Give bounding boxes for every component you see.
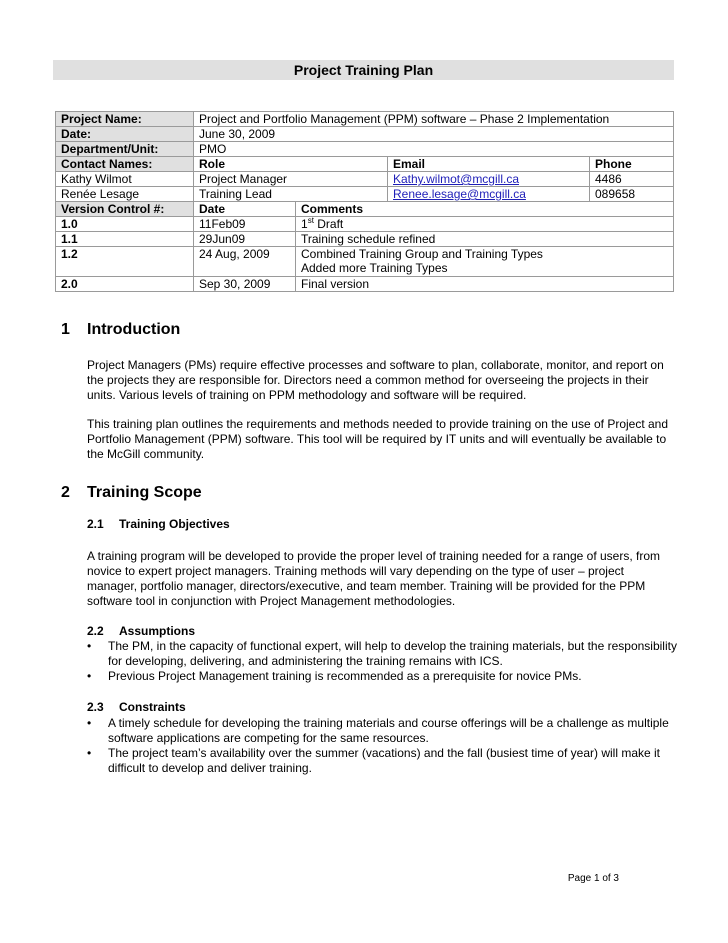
subsection-2-2-heading [87, 624, 195, 638]
version-comment-rest: Draft [313, 217, 344, 231]
table-row [56, 187, 674, 202]
contact-email-cell [388, 187, 590, 202]
bullet-icon: • [87, 639, 92, 653]
subsection-number: 2.3 [87, 700, 104, 714]
version-number: 1.1 [56, 232, 194, 247]
section-number: 2 [61, 484, 70, 501]
project-name-value: Project and Portfolio Management (PPM) software – Phase 2 Implementation [194, 112, 674, 127]
table-row [56, 202, 674, 217]
date-value: June 30, 2009 [194, 127, 674, 142]
subsection-title: Constraints [119, 700, 186, 714]
version-comment: Training schedule refined [296, 232, 674, 247]
bullet-icon: • [87, 746, 92, 760]
version-number: 2.0 [56, 277, 194, 292]
contact-name: Kathy Wilmot [56, 172, 194, 187]
list-item-text: The project team’s availability over the summer (vacations) and the fall (busiest time of year) will make it difficult to develop and deliver training. [108, 746, 660, 775]
version-comment-line: Combined Training Group and Training Types [301, 247, 543, 261]
subsection-2-1-heading [87, 517, 230, 531]
version-comment [296, 247, 674, 277]
contact-role: Training Lead [194, 187, 388, 202]
list-item-text: Previous Project Management training is recommended as a prerequisite for novice PMs. [108, 669, 582, 683]
introduction-paragraph-1: Project Managers (PMs) require effective processes and software to plan, collaborate, monitor, and report on the projects they are responsible for. Directors need a common method for overseeing the projects in their units. Various levels of training on PPM methodology and software will be required. [87, 358, 664, 402]
training-objectives-paragraph: A training program will be developed to provide the proper level of training needed for a range of users, from novice to expert project managers. Training methods will vary depending on the type of user – project manager, portfolio manager, directors/executive, and team member. Training will be provided for the PPM software tool in conjunction with Project Management methodologies. [87, 549, 660, 608]
project-name-label: Project Name: [56, 112, 194, 127]
subsection-title: Training Objectives [119, 517, 230, 531]
contact-phone: 4486 [590, 172, 674, 187]
introduction-paragraph-2: This training plan outlines the requirements and methods needed to provide training on the use of Project and Portfolio Management (PPM) software. This tool will be required by IT units and will eventually be available to the McGill community. [87, 417, 669, 461]
table-row [56, 247, 674, 277]
page-number: Page 1 of 3 [567, 873, 619, 884]
version-comment [296, 217, 674, 232]
date-label: Date: [56, 127, 194, 142]
section-title: Training Scope [87, 484, 202, 501]
table-row [56, 217, 674, 232]
version-number: 1.0 [56, 217, 194, 232]
subsection-number: 2.1 [87, 517, 104, 531]
contact-email-link[interactable]: Kathy.wilmot@mcgill.ca [393, 172, 519, 186]
table-row [56, 172, 674, 187]
subsection-number: 2.2 [87, 624, 104, 638]
assumptions-list [87, 639, 687, 684]
subsection-2-3-heading [87, 700, 186, 714]
version-number: 1.2 [56, 247, 194, 277]
table-row [56, 157, 674, 172]
contact-email-link[interactable]: Renee.lesage@mcgill.ca [393, 187, 526, 201]
role-header: Role [194, 157, 388, 172]
contact-role: Project Manager [194, 172, 388, 187]
contact-email-cell [388, 172, 590, 187]
table-row [56, 127, 674, 142]
list-item-text: The PM, in the capacity of functional expert, will help to develop the training materials, but the responsibility for developing, delivering, and administering the training remains with ICS. [108, 639, 677, 668]
list-item [87, 746, 687, 776]
version-date: 29Jun09 [194, 232, 296, 247]
contact-name: Renée Lesage [56, 187, 194, 202]
version-control-label: Version Control #: [56, 202, 194, 217]
section-number: 1 [61, 321, 70, 338]
table-row [56, 142, 674, 157]
phone-header: Phone [590, 157, 674, 172]
contact-phone: 089658 [590, 187, 674, 202]
version-comment-line: Added more Training Types [301, 261, 448, 275]
department-value: PMO [194, 142, 674, 157]
table-row [56, 112, 674, 127]
project-info-table [55, 111, 674, 292]
comments-header: Comments [296, 202, 674, 217]
version-date: 24 Aug, 2009 [194, 247, 296, 277]
version-comment: Final version [296, 277, 674, 292]
table-row [56, 232, 674, 247]
department-label: Department/Unit: [56, 142, 194, 157]
version-date-header: Date [194, 202, 296, 217]
list-item-text: A timely schedule for developing the training materials and course offerings will be a challenge as multiple software applications are competing for the same resources. [108, 716, 669, 745]
document-title: Project Training Plan [53, 60, 674, 80]
version-comment-sup: st [307, 216, 314, 225]
section-2-heading [61, 484, 202, 502]
version-date: 11Feb09 [194, 217, 296, 232]
constraints-list [87, 716, 687, 776]
contact-names-label: Contact Names: [56, 157, 194, 172]
email-header: Email [388, 157, 590, 172]
list-item [87, 716, 687, 746]
version-date: Sep 30, 2009 [194, 277, 296, 292]
table-row [56, 277, 674, 292]
bullet-icon: • [87, 716, 92, 730]
subsection-title: Assumptions [119, 624, 196, 638]
list-item [87, 639, 687, 669]
section-1-heading [61, 321, 180, 339]
list-item [87, 669, 687, 684]
section-title: Introduction [87, 321, 181, 338]
bullet-icon: • [87, 669, 92, 683]
version-comment-text: 1 [301, 217, 308, 231]
